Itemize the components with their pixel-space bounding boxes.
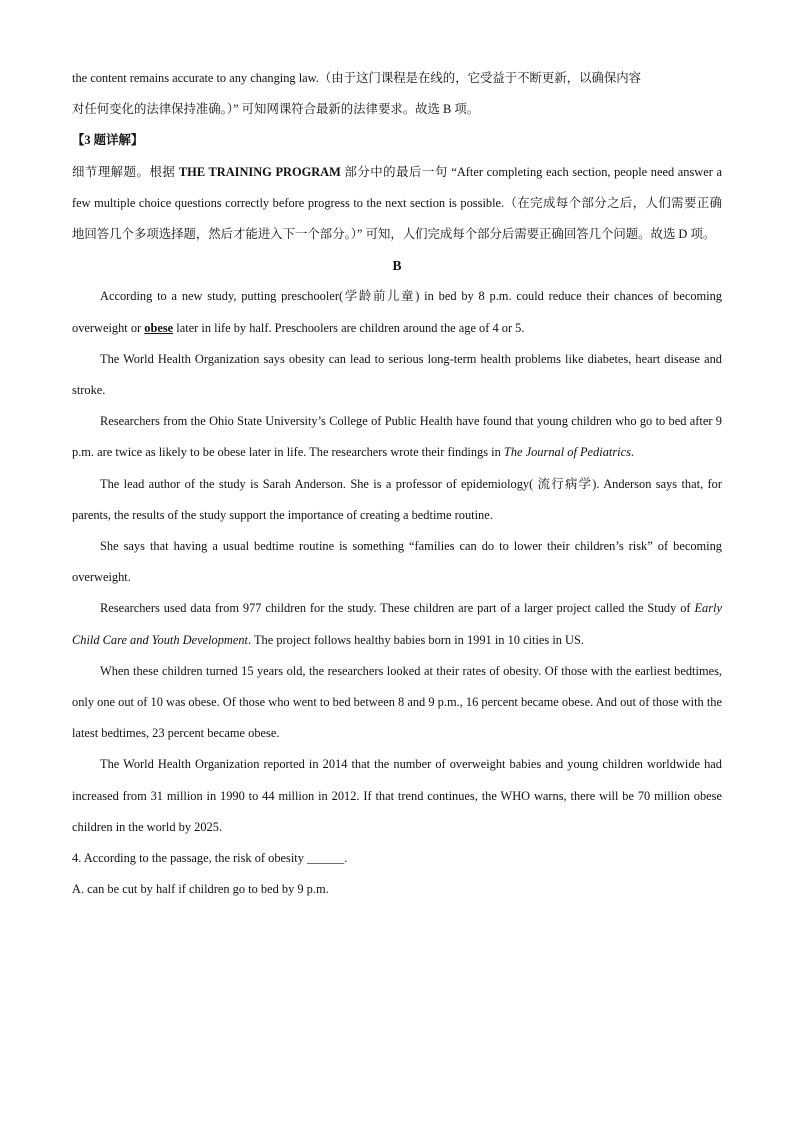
passage-paragraph-4: The lead author of the study is Sarah Anderson. She is a professor of epidemiology( 流行病学). Anderson says that, for parents, the results of the study support the importance of creating a bedtime routine. — [72, 476, 722, 522]
previous-answer-line-1: the content remains accurate to any changing law.（由于这门课程是在线的，它受益于不断更新，以确保内容 — [72, 71, 642, 85]
question-4-stem: 4. According to the passage, the risk of obesity ______. — [72, 851, 348, 866]
paragraph-6-text-a: Researchers used data from 977 children for the study. These children are part of a larger project called the Study of — [100, 601, 695, 616]
q3-text-a: 细节理解题。根据 — [72, 164, 179, 179]
previous-answer-line-2: 对任何变化的法律保持准确。）” 可知网课符合最新的法律要求。故选 B 项。 — [72, 102, 480, 117]
question-3-heading: 【3 题详解】 — [72, 133, 144, 148]
passage-paragraph-1 — [72, 281, 722, 343]
passage-paragraph-8: The World Health Organization reported in 2014 that the number of overweight babies and young children worldwide had increased from 31 million in 1990 to 44 million in 2012. If that trend continues, the WHO warns, there will be 70 million obese children in the world by 2025. — [72, 757, 722, 834]
passage-paragraph-3 — [72, 406, 722, 468]
project-title: Early Child Care and Youth Development — [72, 601, 722, 647]
question-4-option-a: A. can be cut by half if children go to bed by 9 p.m. — [72, 882, 329, 897]
q3-text-c: 部分中的最后一句 “After completing each section, people need answer a few multiple choice questions correctly before progress to the next section is possible.（在完成每个部分之后，人们需要正确地回答几个多项选择题，然后才能进入下一个部分。）” 可知，人们完成每个部分后需要正确回答几个问题。故选 D 项。 — [72, 164, 722, 242]
paragraph-1-text-b: later in life by half. Preschoolers are children around the age of 4 or 5. — [173, 320, 525, 335]
document-body — [72, 63, 722, 905]
section-b-title: B — [392, 258, 402, 274]
passage-paragraph-7: When these children turned 15 years old, the researchers looked at their rates of obesity. Of those with the earliest bedtimes, only one out of 10 was obese. Of those who went to bed between 8 and 9 p.m., 16 percent became obese. And out of those with the latest bedtimes, 23 percent became obese. — [72, 663, 722, 741]
paragraph-3-text-b: . — [630, 445, 635, 460]
question-3-explanation — [72, 157, 722, 251]
q3-section-name: THE TRAINING PROGRAM — [178, 164, 341, 179]
keyword-obese: obese — [144, 320, 174, 335]
journal-title: The Journal of Pediatrics — [503, 445, 631, 460]
paragraph-1-text-a: According to a new study, putting preschooler(学龄前儿童) in bed by 8 p.m. could reduce their chances of becoming overweight or — [72, 289, 722, 335]
passage-paragraph-6 — [72, 593, 722, 655]
passage-paragraph-5: She says that having a usual bedtime routine is something “families can do to lower their children’s risk” of becoming overweight. — [72, 539, 722, 585]
passage-paragraph-2: The World Health Organization says obesity can lead to serious long-term health problems like diabetes, heart disease and stroke. — [72, 351, 722, 398]
paragraph-6-text-b: . The project follows healthy babies born in 1991 in 10 cities in US. — [248, 632, 584, 647]
paragraph-3-text-a: Researchers from the Ohio State University’s College of Public Health have found that young children who go to bed after 9 p.m. are twice as likely to be obese later in life. The researchers wrote their findings in — [72, 414, 722, 460]
